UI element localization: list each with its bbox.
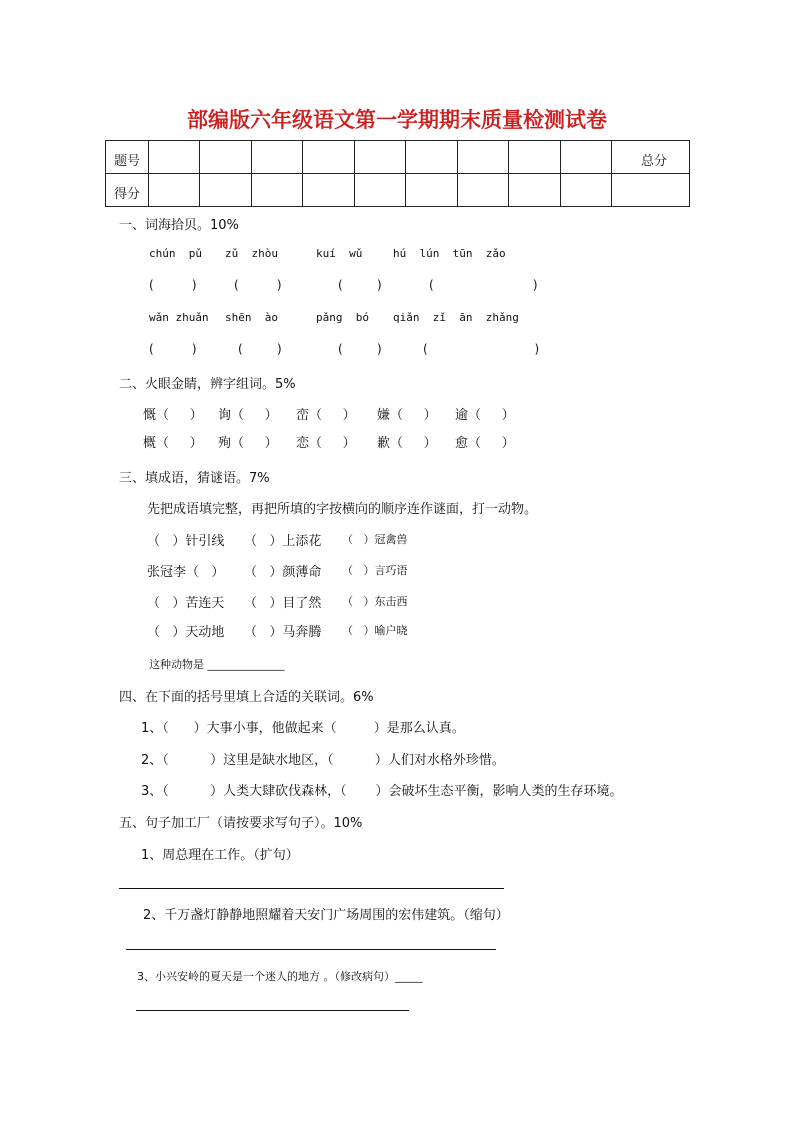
- char-item[interactable]: 嫌（ ）: [377, 408, 437, 423]
- pinyin-item: chún pǔ: [149, 247, 202, 260]
- idiom-item[interactable]: （ ）马奔腾: [244, 625, 322, 640]
- score-cell[interactable]: [303, 174, 354, 207]
- score-cell[interactable]: [560, 174, 612, 207]
- answer-parens[interactable]: ( ): [149, 278, 197, 292]
- idiom-item[interactable]: （ ）针引线: [147, 534, 225, 549]
- char-item[interactable]: 歉（ ）: [377, 436, 437, 451]
- answer-line[interactable]: [136, 1010, 409, 1011]
- score-cell[interactable]: [251, 141, 302, 174]
- pinyin-item: shēn ào: [225, 311, 278, 324]
- score-cell[interactable]: [509, 174, 560, 207]
- char-item[interactable]: 询（ ）: [218, 408, 278, 423]
- answer-parens[interactable]: ( ): [338, 278, 382, 292]
- row-label-question-number: 题号: [106, 141, 149, 174]
- score-cell[interactable]: [457, 174, 508, 207]
- score-table-row-score: [106, 174, 690, 207]
- section2-heading: 二、火眼金睛，辨字组词。5%: [119, 377, 296, 392]
- total-score-cell[interactable]: [612, 174, 690, 207]
- score-cell[interactable]: [457, 141, 508, 174]
- idiom-item[interactable]: （ ）上添花: [244, 534, 322, 549]
- pinyin-item: hú lún tūn zǎo: [393, 247, 506, 260]
- score-cell[interactable]: [509, 141, 560, 174]
- sentence-task[interactable]: 3、小兴安岭的夏天是一个迷人的地方 。（修改病句）_____: [137, 970, 423, 983]
- idiom-item[interactable]: （ ）言巧语: [342, 564, 408, 577]
- char-item[interactable]: 概（ ）: [143, 436, 203, 451]
- pinyin-item: kuí wǔ: [316, 247, 363, 260]
- answer-line[interactable]: [126, 949, 496, 950]
- char-item[interactable]: 恋（ ）: [296, 436, 356, 451]
- answer-parens[interactable]: ( ): [429, 278, 538, 292]
- char-item[interactable]: 殉（ ）: [218, 436, 278, 451]
- answer-parens[interactable]: ( ): [238, 342, 282, 356]
- sentence-task: 2、千万盏灯静静地照耀着天安门广场周围的宏伟建筑。（缩句）: [143, 908, 509, 923]
- char-item[interactable]: 愈（ ）: [455, 436, 515, 451]
- idiom-item[interactable]: （ ）目了然: [244, 596, 322, 611]
- score-table-row-number: [106, 141, 690, 174]
- exam-title: 部编版六年级语文第一学期期末质量检测试卷: [187, 107, 607, 132]
- score-cell[interactable]: [560, 141, 612, 174]
- idiom-item[interactable]: （ ）东击西: [342, 595, 408, 608]
- score-cell[interactable]: [303, 141, 354, 174]
- conjunction-item[interactable]: 2、（ ）这里是缺水地区，（ ）人们对水格外珍惜。: [141, 753, 505, 768]
- answer-parens[interactable]: ( ): [149, 342, 197, 356]
- score-table: [105, 140, 690, 207]
- conjunction-item[interactable]: 3、（ ）人类大肆砍伐森林，（ ）会破坏生态平衡，影响人类的生存环境。: [141, 784, 623, 799]
- section1-heading: 一、词海拾贝。10%: [119, 218, 239, 233]
- idiom-item[interactable]: （ ）颜薄命: [244, 565, 322, 580]
- total-label: 总分: [612, 141, 690, 174]
- score-cell[interactable]: [354, 174, 405, 207]
- score-cell[interactable]: [200, 174, 251, 207]
- score-cell[interactable]: [200, 141, 251, 174]
- score-cell[interactable]: [149, 174, 200, 207]
- answer-line[interactable]: [119, 888, 504, 889]
- sentence-task: 1、周总理在工作。（扩句）: [141, 848, 299, 863]
- section4-heading: 四、在下面的括号里填上合适的关联词。6%: [119, 690, 374, 705]
- pinyin-item: zǔ zhòu: [225, 247, 278, 260]
- score-cell[interactable]: [149, 141, 200, 174]
- idiom-item[interactable]: （ ）天动地: [147, 625, 225, 640]
- char-item[interactable]: 峦（ ）: [296, 408, 356, 423]
- pinyin-item: pǎng bó: [316, 311, 369, 324]
- char-item[interactable]: 逾（ ）: [455, 408, 515, 423]
- riddle-answer-line[interactable]: 这种动物是 ______________: [149, 658, 285, 671]
- section5-heading: 五、句子加工厂（请按要求写句子）。10%: [119, 816, 363, 831]
- idiom-item[interactable]: 张冠李（ ）: [147, 565, 225, 580]
- row-label-score: 得分: [106, 174, 149, 207]
- score-cell[interactable]: [354, 141, 405, 174]
- answer-parens[interactable]: ( ): [234, 278, 282, 292]
- idiom-item[interactable]: （ ）喻户晓: [342, 624, 408, 637]
- pinyin-item: qiǎn zǐ ān zhǎng: [393, 311, 519, 324]
- answer-parens[interactable]: ( ): [338, 342, 382, 356]
- score-cell[interactable]: [406, 141, 457, 174]
- score-cell[interactable]: [251, 174, 302, 207]
- idiom-item[interactable]: （ ）冠禽兽: [342, 533, 408, 546]
- score-cell[interactable]: [406, 174, 457, 207]
- conjunction-item[interactable]: 1、（ ）大事小事，他做起来（ ）是那么认真。: [141, 721, 465, 736]
- section3-instruction: 先把成语填完整，再把所填的字按横向的顺序连作谜面，打一动物。: [147, 502, 538, 517]
- idiom-item[interactable]: （ ）苦连天: [147, 596, 225, 611]
- pinyin-item: wǎn zhuǎn: [149, 311, 209, 324]
- answer-parens[interactable]: ( ): [423, 342, 540, 356]
- char-item[interactable]: 慨（ ）: [143, 408, 203, 423]
- section3-heading: 三、填成语，猜谜语。7%: [119, 471, 270, 486]
